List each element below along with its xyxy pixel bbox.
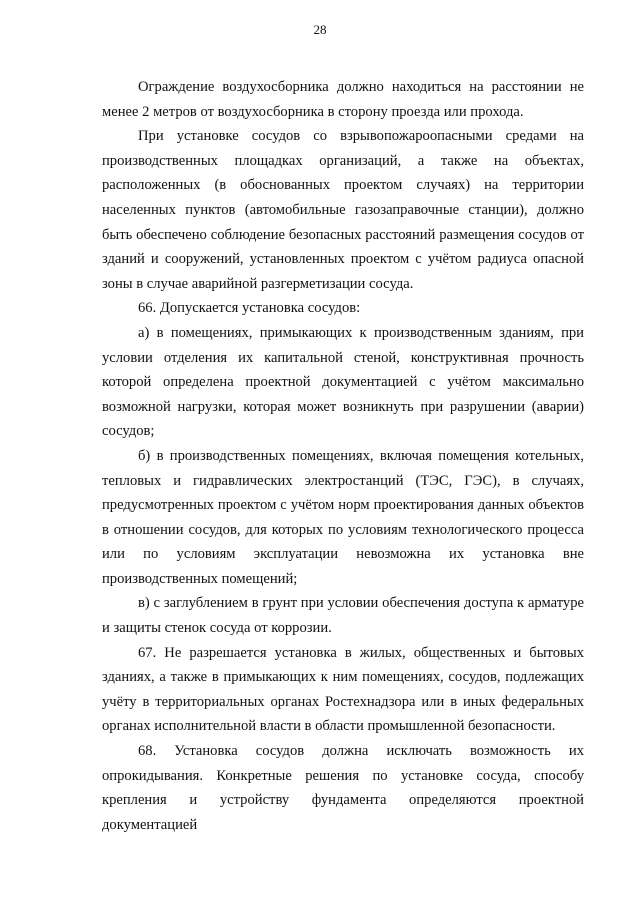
paragraph-66-a: а) в помещениях, примыкающих к производственным зданиям, при условии отделения их капитальной стеной, конструктивная прочность которой определена проектной документацией с учётом максимально возможной нагрузки, которая может возникнуть при разрушении (аварии) сосудов; (102, 324, 584, 440)
document-body (102, 75, 584, 837)
paragraph-66-heading: 66. Допускается установка сосудов: (138, 300, 361, 317)
paragraph-66-c: в) с заглублением в грунт при условии обеспечения доступа к арматуре и защиты стенок сосуда от коррозии. (102, 595, 584, 637)
paragraph-66-b: б) в производственных помещениях, включая помещения котельных, тепловых и гидравлических электростанций (ТЭС, ГЭС), в случаях, предусмотренных проектом с учётом норм проектирования данных объектов в отношении сосудов, для которых по условиям технологического процесса или по условиям эксплуатации невозможна их установка вне производственных помещений; (102, 447, 584, 587)
page-number: 28 (313, 22, 327, 37)
paragraph-explosive-vessels-distances: При установке сосудов со взрывопожароопасными средами на производственных площадках организаций, а также на объектах, расположенных (в обоснованных проектом случаях) на территории населенных пунктов (автомобильные газозаправочные станции), должно быть обеспечено соблюдение безопасных расстояний размещения сосудов от зданий и сооружений, установленных проектом с учётом радиуса опасной зоны в случае аварийной разгерметизации сосуда. (102, 128, 584, 292)
paragraph-air-collector-fence: Ограждение воздухосборника должно находиться на расстоянии не менее 2 метров от воздухосборника в сторону проезда или прохода. (102, 79, 584, 120)
paragraph-68: 68. Установка сосудов должна исключать возможность их опрокидывания. Конкретные решения по установке сосуда, способу крепления и устройству фундамента определяются проектной документацией (102, 743, 584, 833)
paragraph-67: 67. Не разрешается установка в жилых, общественных и бытовых зданиях, а также в примыкающих к ним помещениях, сосудов, подлежащих учёту в территориальных органах Ростехнадзора или в иных федеральных органах исполнительной власти в области промышленной безопасности. (102, 644, 584, 735)
